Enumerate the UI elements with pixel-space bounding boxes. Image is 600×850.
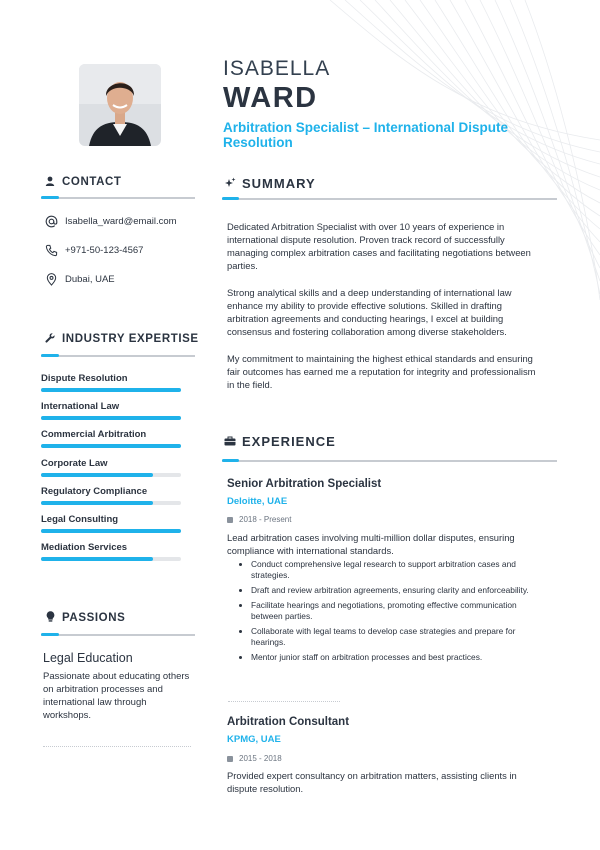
- job-company: KPMG, UAE: [227, 734, 281, 745]
- job-separator: [228, 701, 340, 702]
- contact-email-row[interactable]: [45, 215, 177, 228]
- job-company: Deloitte, UAE: [227, 496, 288, 507]
- contact-divider: [41, 197, 195, 199]
- job-dates: [227, 515, 291, 524]
- skill-level-fill: [41, 501, 153, 505]
- job-title: Arbitration Specialist – International Dispute Resolution: [223, 120, 509, 150]
- job-bullet: Draft and review arbitration agreements, ensuring clarity and enforceability.: [238, 585, 550, 596]
- summary-paragraph: Dedicated Arbitration Specialist with over 10 years of experience in international dispute resolution. Proven track record of successfully managing complex arbitration cases and facilitating negotiations between parties.: [227, 221, 531, 271]
- skill-level-fill: [41, 388, 181, 392]
- contact-accent: [41, 196, 59, 199]
- last-name: WARD: [223, 82, 318, 114]
- job-bullet: Collaborate with legal teams to develop case strategies and prepare for hearings.: [238, 626, 550, 648]
- skill-level-fill: [41, 444, 181, 448]
- job-role: Senior Arbitration Specialist: [227, 478, 382, 490]
- contact-location: Dubai, UAE: [65, 274, 115, 285]
- summary-divider: [222, 198, 557, 200]
- skill-label: Corporate Law: [41, 457, 108, 469]
- expertise-accent: [41, 354, 59, 357]
- skill-level-fill: [41, 416, 181, 420]
- job-dates-text: 2018 - Present: [239, 515, 292, 524]
- skill-level-fill: [41, 557, 153, 561]
- calendar-icon: [227, 517, 233, 523]
- skill-level-bar: [41, 388, 181, 392]
- skill-label: Dispute Resolution: [41, 373, 128, 384]
- job-summary: Provided expert consultancy on arbitration matters, assisting clients in dispute resolution.: [227, 770, 517, 794]
- contact-location-row: [45, 273, 115, 286]
- skill-label: Commercial Arbitration: [41, 429, 147, 441]
- passions-divider: [41, 634, 195, 636]
- experience-accent: [222, 459, 239, 462]
- skill-level-fill: [41, 473, 153, 477]
- skill-level-bar: [41, 557, 181, 561]
- at-sign-icon: [45, 215, 58, 228]
- first-name: ISABELLA: [223, 57, 331, 80]
- skill-level-bar: [41, 416, 181, 420]
- summary-paragraph: My commitment to maintaining the highest ethical standards and ensuring fair outcomes has earned me a reputation for integrity and professionalism in the field.: [227, 353, 536, 390]
- passions-accent: [41, 633, 59, 636]
- job-bullets: [238, 559, 550, 667]
- calendar-icon: [227, 756, 233, 762]
- passion-separator: [43, 746, 191, 747]
- job-bullet: Mentor junior staff on arbitration processes and best practices.: [238, 652, 550, 663]
- profile-photo: [79, 64, 161, 146]
- expertise-divider: [41, 355, 195, 357]
- contact-phone: +971-50-123-4567: [65, 245, 144, 256]
- job-summary: Lead arbitration cases involving multi-million dollar disputes, ensuring compliance with international standards.: [227, 532, 515, 556]
- summary-paragraph: Strong analytical skills and a deep understanding of international law enhance my ability to provide effective solutions. Skilled in drafting arbitration agreements and conducting hearings, I excel at building consensus and fostering collaboration among diverse stakeholders.: [227, 287, 512, 337]
- sparkle-icon: [224, 177, 236, 189]
- skill-level-bar: [41, 444, 181, 448]
- job-bullet: Conduct comprehensive legal research to support arbitration cases and strategies.: [238, 559, 550, 581]
- experience-heading: EXPERIENCE: [242, 434, 336, 449]
- location-pin-icon: [45, 273, 58, 286]
- lightbulb-icon: [46, 611, 55, 622]
- phone-icon: [45, 244, 58, 257]
- summary-heading: SUMMARY: [242, 176, 316, 191]
- skill-label: Regulatory Compliance: [41, 485, 148, 497]
- skill-label: Mediation Services: [41, 542, 128, 554]
- summary-accent: [222, 197, 239, 200]
- briefcase-icon: [224, 436, 236, 446]
- passion-description: Passionate about educating others on arbitration processes and international law through workshops.: [43, 671, 190, 721]
- contact-email: Isabella_ward@email.com: [65, 216, 177, 227]
- expertise-heading: INDUSTRY EXPERTISE: [62, 333, 199, 345]
- skill-level-fill: [41, 529, 181, 533]
- skill-label: Legal Consulting: [41, 514, 119, 525]
- contact-heading: CONTACT: [62, 176, 122, 188]
- contact-phone-row[interactable]: [45, 244, 143, 257]
- person-icon: [45, 176, 55, 186]
- skill-label: International Law: [41, 401, 120, 413]
- job-dates: [227, 754, 282, 763]
- job-bullet: Facilitate hearings and negotiations, promoting effective communication between parties.: [238, 600, 550, 622]
- skill-level-bar: [41, 473, 181, 477]
- skill-level-bar: [41, 529, 181, 533]
- job-role: Arbitration Consultant: [227, 716, 350, 728]
- skill-level-bar: [41, 501, 181, 505]
- passion-title: Legal Education: [43, 651, 133, 665]
- wrench-icon: [45, 333, 55, 343]
- job-dates-text: 2015 - 2018: [239, 754, 282, 763]
- passions-heading: PASSIONS: [62, 612, 126, 624]
- experience-divider: [222, 460, 557, 462]
